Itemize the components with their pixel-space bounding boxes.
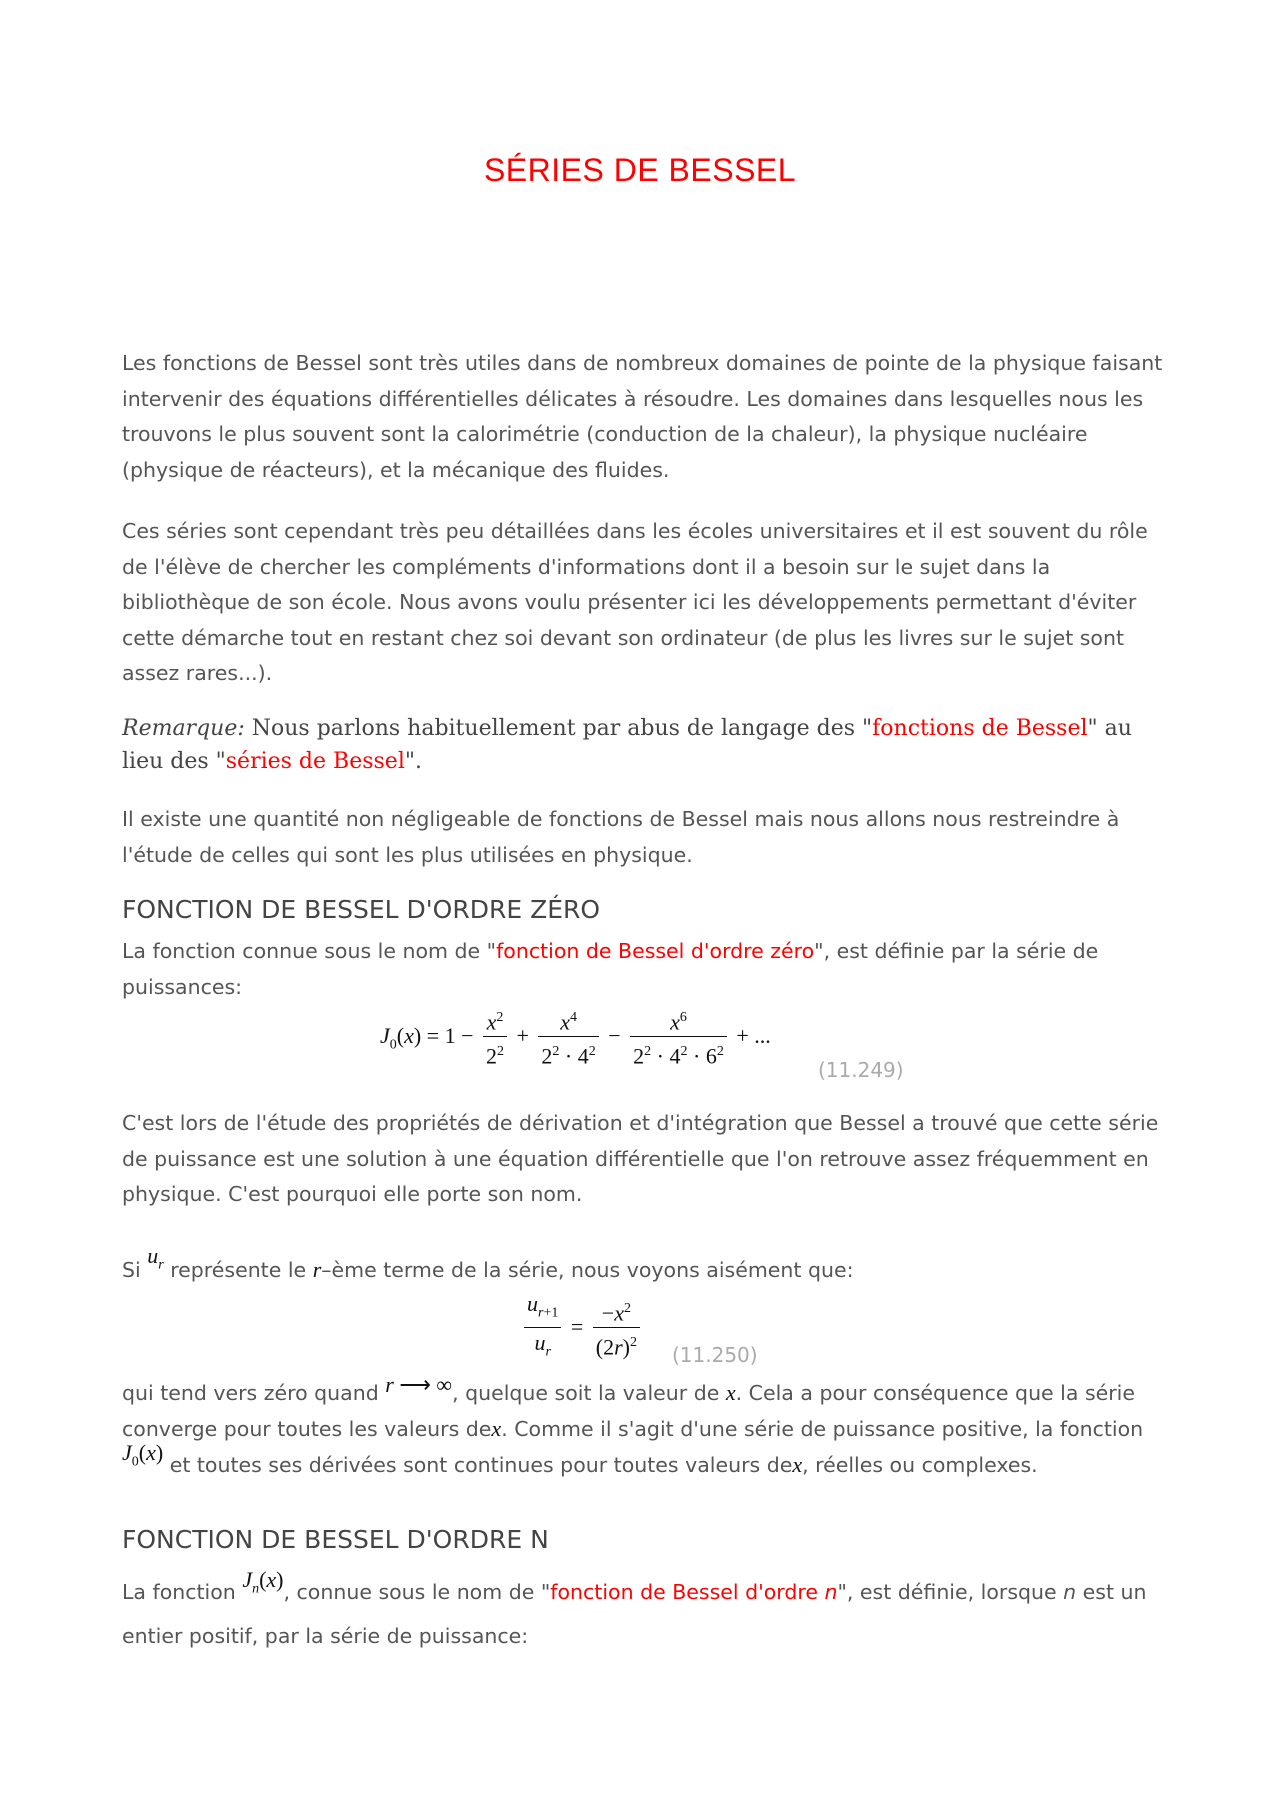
r-symbol: r [312,1257,322,1282]
term-ratio-intro: Si $u_r$ représente le r–ème terme de la série, nous voyons aisément que: [122,1243,854,1282]
order-zero-definition: La fonction connue sous le nom de "fonction de Bessel d'ordre zéro", est définie par la série de puissances: [122,939,1099,999]
intro-paragraph-2: Ces séries sont cependant très peu détaillées dans les écoles universitaires et il est souvent du rôle de l'élève de chercher les compléments d'informations dont il a besoin sur le sujet dans la bibliothèque de son école. Nous avons voulu présenter ici les développements permettant d'éviter cette démarche tout en restant chez soi devant son ordinateur (de plus les livres sur le sujet sont assez rares...). [122,519,1148,685]
equation-number-11-250: (11.250) [672,1343,758,1367]
intro-paragraph-3: Il existe une quantité non négligeable de fonctions de Bessel mais nous allons nous restreindre à l'étude de celles qui sont les plus utilisées en physique. [122,807,1120,867]
remark-text-1: Nous parlons habituellement par abus de langage des " [244,716,873,741]
order-n-term: fonction de Bessel d'ordre n [550,1580,838,1604]
remark-label: Remarque: [122,716,245,741]
remark-link-fonctions: fonctions de Bessel [872,716,1088,741]
jn-symbol: $J_n(x)$ [242,1567,284,1597]
section-heading-order-zero: FONCTION DE BESSEL D'ORDRE ZÉRO [122,895,601,924]
order-zero-term: fonction de Bessel d'ordre zéro [496,939,815,963]
intro-paragraph-1: Les fonctions de Bessel sont très utiles dans de nombreux domaines de pointe de la physique faisant intervenir des équations différentielles délicates à résoudre. Les domaines dans lesquelles nous les trouvons le plus souvent sont la calorimétrie (conduction de la chaleur), la physique nucléaire (physique de réacteurs), et la mécanique des fluides. [122,351,1163,482]
u-r-symbol: $u_r$ [147,1243,164,1273]
r-to-infinity: r ⟶ ∞ [385,1372,453,1397]
equation-number-11-249: (11.249) [818,1058,904,1082]
remark-link-series: séries de Bessel [225,749,405,774]
equation-11-250: $\frac{u_{r+1}}{u_r}$ = $\frac{-x^2}{(2r)^2}$ [520,1290,644,1368]
remark-paragraph [122,712,1172,778]
order-zero-history: C'est lors de l'étude des propriétés de dérivation et d'intégration que Bessel a trouvé que cette série de puissance est une solution à une équation différentielle que l'on retrouve assez fréquemment en physique. C'est pourquoi elle porte son nom. [122,1111,1159,1206]
remark-text-3: ". [404,749,422,774]
order-n-definition: La fonction $J_n(x)$, connue sous le nom de "fonction de Bessel d'ordre n", est définie, lorsque n est un entier positif, par la série de puissance: [122,1567,1147,1648]
section-heading-order-n: FONCTION DE BESSEL D'ORDRE N [122,1525,549,1554]
j0-symbol: $J_0(x)$ [122,1440,164,1470]
remark-text-2: " au lieu des " [122,716,1132,774]
page-title: SÉRIES DE BESSEL [483,152,797,188]
equation-11-249: $J_0(x) = 1$ − $\frac{x^2}{2^2}$ + $\frac{x^4}{2^2 \cdot 4^2}$ − $\frac{x^6}{2^2 \cdot 4^2 \cdot 6^2}$ + ... [380,1004,771,1072]
convergence-paragraph: qui tend vers zéro quand r ⟶ ∞, quelque soit la valeur de x. Cela a pour conséquence que la série converge pour toutes les valeurs dex. Comme il s'agit d'une série de puissance positive, la fonction $J_0(x)$ et toutes ses dérivées sont continues pour toutes valeurs dex, réelles ou complexes. [122,1372,1144,1477]
